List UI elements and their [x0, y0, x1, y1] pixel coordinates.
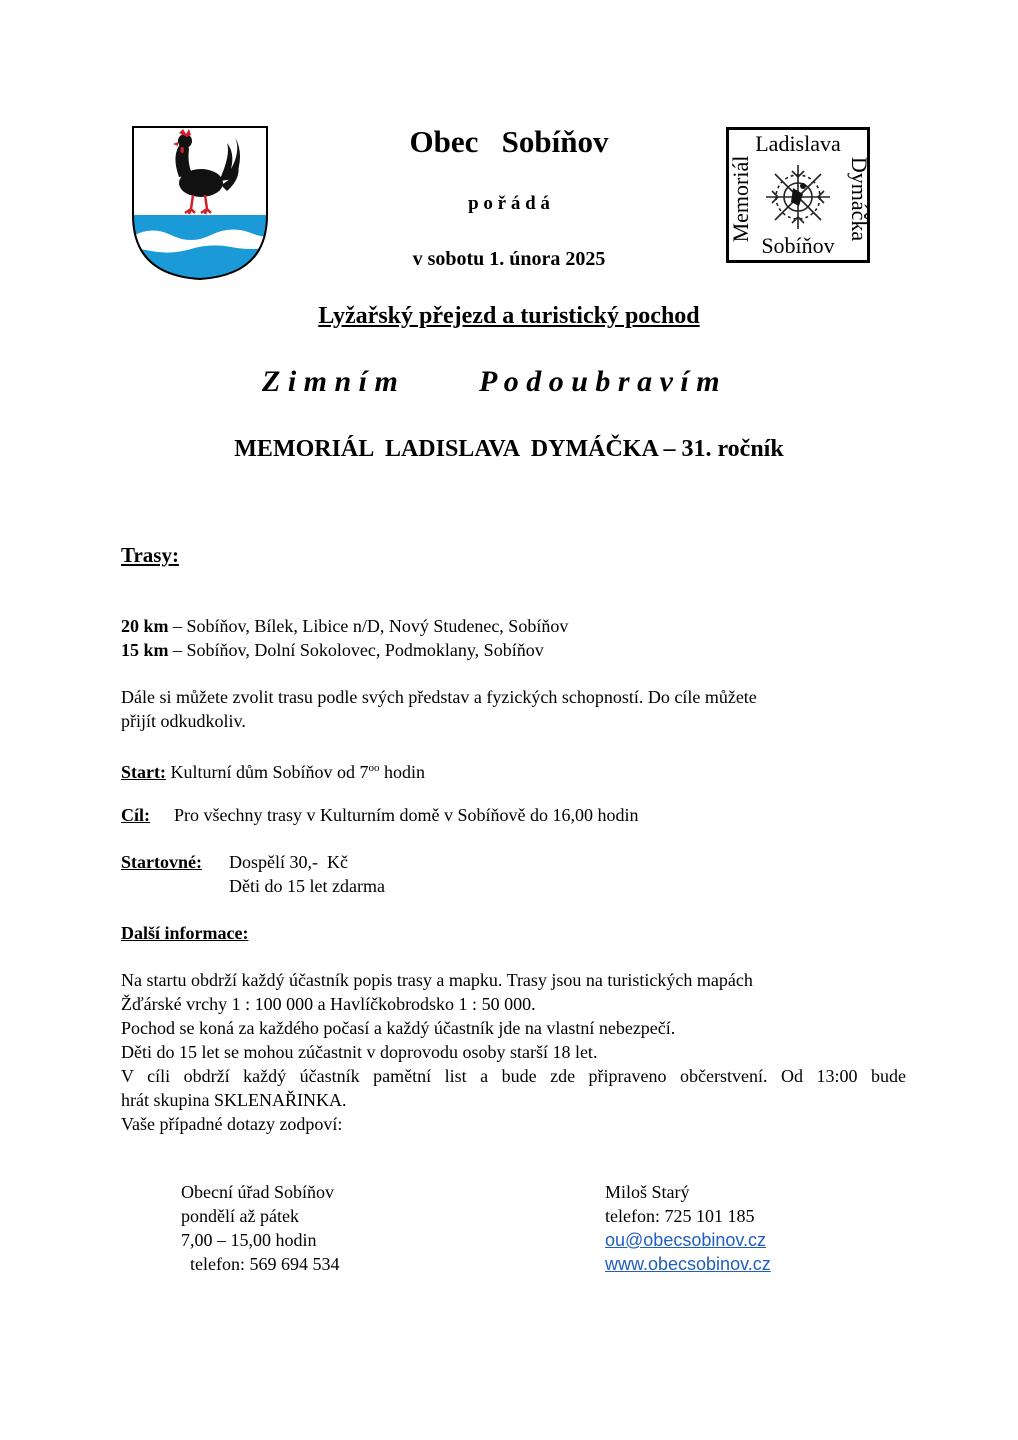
info-line: Na startu obdrží každý účastník popis trasy a mapku. Trasy jsou na turistických mapách [121, 970, 753, 990]
event-name-part1: Z i m n í m [262, 365, 398, 398]
fee-block [121, 850, 921, 896]
info-line: Žďárské vrchy 1 : 100 000 a Havlíčkobrodsko 1 : 50 000. [121, 994, 536, 1014]
route-distance: 15 km [121, 640, 169, 660]
contact-person [605, 1180, 905, 1276]
info-line: Děti do 15 let se mohou zúčastnit v doprovodu osoby starší 18 let. [121, 1042, 598, 1062]
event-name-part2: P o d o u b r a v í m [479, 365, 720, 398]
fee-adult: Dospělí 30,- Kč [229, 852, 348, 872]
event-date: v sobotu 1. února 2025 [412, 248, 606, 270]
person-name: Miloš Starý [605, 1182, 690, 1202]
finish-row [121, 803, 921, 827]
route-description: – Sobíňov, Dolní Sokolovec, Podmoklany, Sobíňov [168, 640, 544, 660]
info-heading: Další informace: [121, 923, 249, 943]
logo-top-text: Ladislava [755, 131, 841, 156]
finish-label: Cíl: [121, 805, 150, 825]
route-description: – Sobíňov, Bílek, Libice n/D, Nový Studenec, Sobíňov [168, 616, 569, 636]
start-label: Start: [121, 762, 166, 782]
event-subtitle: Lyžařský přejezd a turistický pochod [318, 303, 700, 329]
info-line: Vaše případné dotazy zodpoví: [121, 1114, 343, 1134]
org-title: Obec Sobíňov [409, 124, 609, 159]
fee-children: Děti do 15 let zdarma [229, 876, 385, 896]
start-row [121, 756, 921, 784]
route-distance: 20 km [121, 616, 169, 636]
start-text: Kulturní dům Sobíňov od 7 [165, 762, 369, 782]
route-item [121, 614, 921, 638]
info-line: hrát skupina SKLENAŘINKA. [121, 1090, 347, 1110]
office-hours: 7,00 – 15,00 hodin [181, 1230, 317, 1250]
route-item [121, 638, 921, 662]
route-note-line: přijít odkudkoliv. [121, 711, 246, 731]
start-tail: hodin [379, 762, 426, 782]
route-note [121, 685, 921, 733]
start-time-sup: oo [368, 762, 380, 774]
route-note-line: Dále si můžete zvolit trasu podle svých představ a fyzických schopností. Do cíle můžete [121, 687, 757, 707]
logo-bottom-text: Sobíňov [761, 233, 835, 258]
email-link[interactable]: ou@obecsobinov.cz [605, 1230, 767, 1250]
route-list [121, 614, 921, 662]
logo-left-text: Memoriál [728, 155, 753, 243]
info-paragraph [121, 968, 906, 1136]
logo-right-text: Dymáčka [847, 156, 872, 242]
finish-text: Pro všechny trasy v Kulturním domě v Sobíňově do 16,00 hodin [174, 805, 639, 825]
presents-text: p o ř á d á [468, 193, 550, 214]
office-name: Obecní úřad Sobíňov [181, 1182, 334, 1202]
memorial-title: MEMORIÁL LADISLAVA DYMÁČKA – 31. ročník [234, 436, 784, 462]
office-days: pondělí až pátek [181, 1206, 299, 1226]
website-link[interactable]: www.obecsobinov.cz [605, 1254, 771, 1274]
office-phone: telefon: 569 694 534 [181, 1254, 340, 1274]
info-line: V cíli obdrží každý účastník pamětní list a bude zde připraveno občerstvení. Od 13:00 bude [121, 1066, 906, 1086]
trasy-heading: Trasy: [121, 543, 179, 567]
person-phone: telefon: 725 101 185 [605, 1206, 755, 1226]
info-line: Pochod se koná za každého počasí a každý účastník jde na vlastní nebezpečí. [121, 1018, 676, 1038]
fee-label: Startovné: [121, 852, 202, 872]
contact-office [181, 1180, 511, 1276]
